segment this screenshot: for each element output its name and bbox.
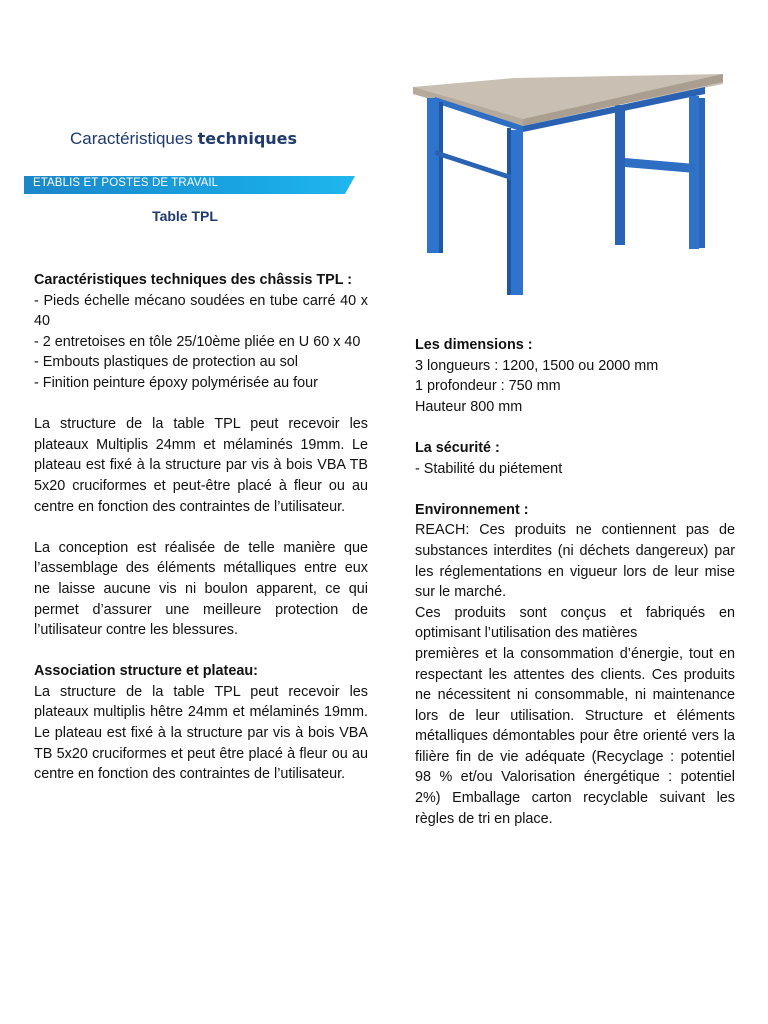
section-title-regular: Caractéristiques — [70, 129, 198, 148]
category-banner — [24, 176, 355, 194]
section-title — [70, 129, 297, 149]
chassis-item: - Embouts plastiques de protection au sol — [34, 354, 298, 371]
lower-crossbar — [625, 158, 695, 173]
dimension-item: Hauteur 800 mm — [415, 398, 523, 415]
environment-paragraph: premières et la consommation d’énergie, tout en respectant les attentes des clients. Ces produits ne nécessitent ni consommable, ni maintenance lors de leur utilisation. Structure et éléments métalliques démontables pour être orienté vers la filière fin de vie adéquate (Recyclage : potentiel 98 % et/ou Valorisation énergétique : potentiel 2%) Emballage carton recyclable suivant les règles de tri en place. — [415, 645, 735, 827]
environment-paragraph: REACH: Ces produits ne contiennent pas de substances interdites (ni déchets dangereux) par les réglementations en vigueur lors de leur mise sur le marché. — [415, 522, 735, 601]
design-paragraph: La conception est réalisée de telle manière que l’assemblage des éléments métalliques entre eux ne laisse aucune vis ni boulon apparent, ce qui permet d’assurer une meilleure protection de l’utilisateur contre les blessures. — [34, 539, 368, 639]
left-column — [34, 270, 368, 785]
security-heading: La sécurité : — [415, 439, 500, 456]
front-left-leg — [427, 98, 439, 253]
chassis-item: - Finition peinture époxy polymérisée au four — [34, 374, 318, 391]
environment-paragraph: Ces produits sont conçus et fabriqués en optimisant l’utilisation des matières — [415, 604, 735, 642]
back-mid-leg — [615, 105, 625, 245]
dimensions-heading: Les dimensions : — [415, 337, 533, 353]
association-paragraph: La structure de la table TPL peut recevoir les plateaux multiplis hêtre 24mm et mélaminés 19mm. Le plateau est fixé à la structure par vis à bois VBA TB 5x20 cruciformes et peut être placé à fleur ou au centre en fonction des contraintes de l’utilisateur. — [34, 683, 368, 783]
table-illustration — [405, 40, 725, 300]
environment-heading: Environnement : — [415, 501, 529, 518]
chassis-heading: Caractéristiques techniques des châssis TPL : — [34, 272, 353, 288]
association-heading: Association structure et plateau: — [34, 663, 258, 680]
product-title: Table TPL — [152, 208, 218, 224]
chassis-item: - Pieds échelle mécano soudées en tube carré 40 x 40 — [34, 292, 368, 330]
dimension-item: 1 profondeur : 750 mm — [415, 378, 561, 395]
structure-paragraph: La structure de la table TPL peut recevoir les plateaux Multiplis 24mm et mélaminés 19mm. Le plateau est fixé à la structure par vis à bois VBA TB 5x20 cruciformes et peut-être placé à fleur ou au centre en fonction des contraintes de l’utilisateur. — [34, 416, 368, 515]
front-right-leg — [511, 130, 523, 295]
dimension-item: 3 longueurs : 1200, 1500 ou 2000 mm — [415, 357, 659, 374]
chassis-item: - 2 entretoises en tôle 25/10ème pliée en U 60 x 40 — [34, 333, 361, 350]
right-column — [415, 335, 735, 829]
section-title-bold: techniques — [197, 129, 298, 148]
security-item: - Stabilité du piétement — [415, 460, 563, 477]
category-banner-label: ETABLIS ET POSTES DE TRAVAIL — [33, 177, 219, 189]
